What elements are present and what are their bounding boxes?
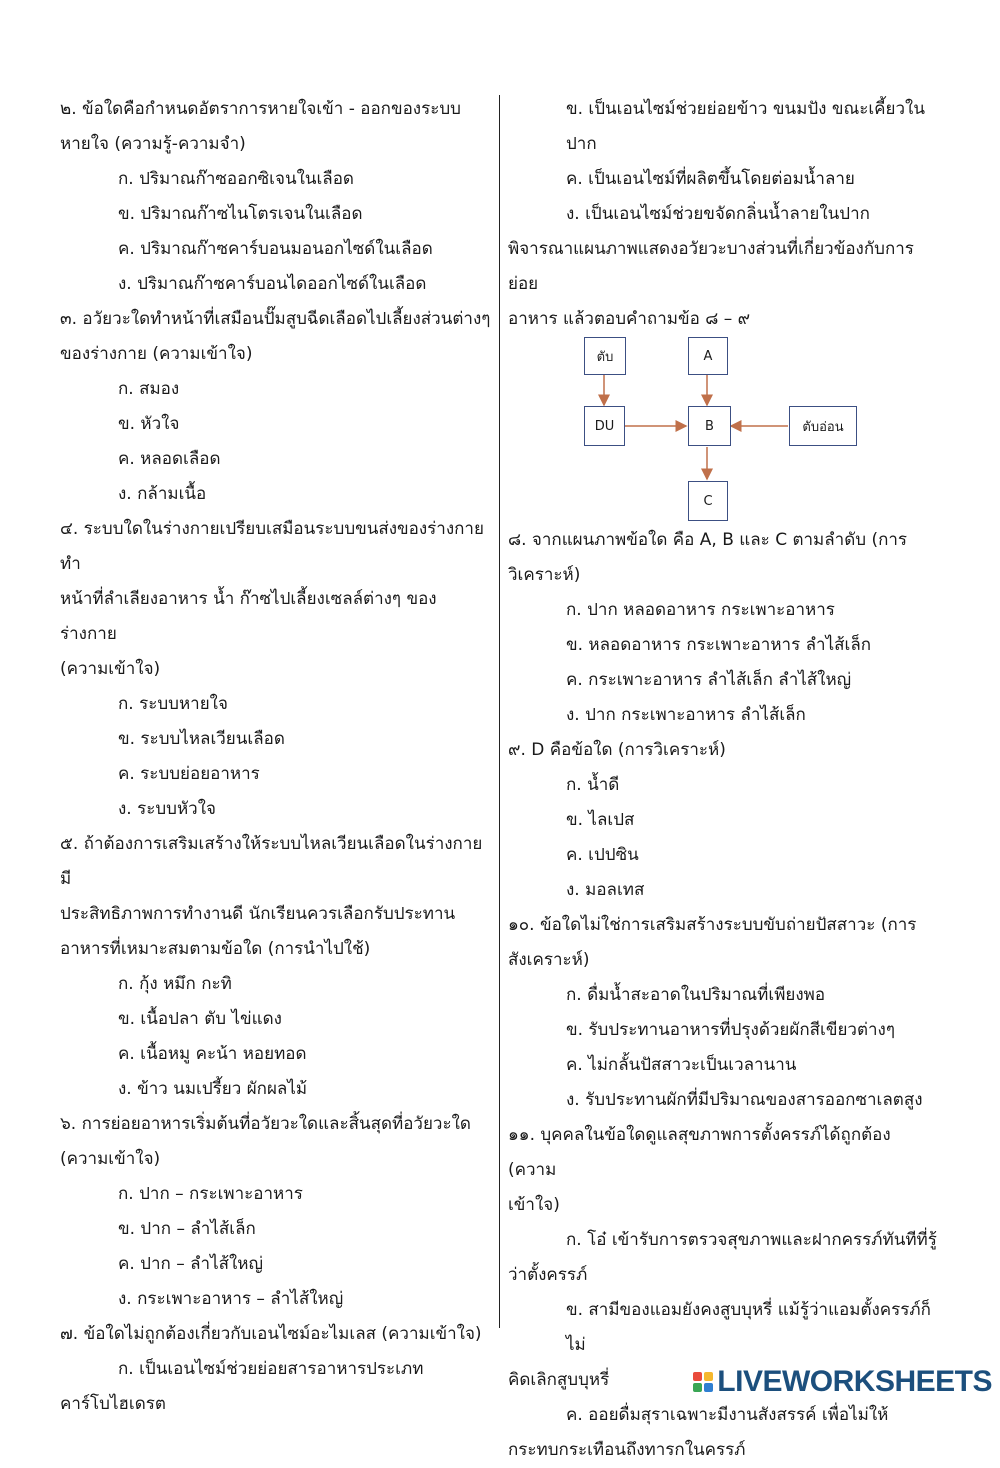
q8-option-b[interactable]: ข. หลอดอาหาร กระเพาะอาหาร ลำไส้เล็ก	[566, 635, 872, 655]
q4-option-d[interactable]: ง. ระบบหัวใจ	[118, 799, 216, 819]
q11-option-b[interactable]: ข. สามีของแอมยังคงสูบบุหรี่ แม้รู้ว่าแอมตั้งครรภ์ก็ไม่	[566, 1300, 931, 1355]
box-d: DU	[584, 406, 625, 446]
box-pancreas: ตับอ่อน	[789, 406, 857, 446]
q3-option-d[interactable]: ง. กล้ามเนื้อ	[118, 484, 207, 504]
q6-option-c[interactable]: ค. ปาก – ลำไส้ใหญ่	[118, 1254, 263, 1274]
box-c: C	[688, 481, 728, 521]
q2-option-c[interactable]: ค. ปริมาณก๊าซคาร์บอนมอนอกไซด์ในเลือด	[118, 239, 433, 259]
q2-option-b[interactable]: ข. ปริมาณก๊าซไนโตรเจนในเลือด	[118, 204, 363, 224]
question-6-line1: ๖. การย่อยอาหารเริ่มต้นที่อวัยวะใดและสิ้นสุดที่อวัยวะใด	[60, 1114, 471, 1134]
question-4-line3: (ความเข้าใจ)	[60, 659, 161, 679]
q2-option-d[interactable]: ง. ปริมาณก๊าซคาร์บอนไดออกไซด์ในเลือด	[118, 274, 427, 294]
question-4-line2: หน้าที่ลำเลียงอาหาร น้ำ ก๊าซไปเลี้ยงเซลล์ต่างๆ ของร่างกาย	[60, 589, 437, 644]
instruction-line2: อาหาร แล้วตอบคำถามข้อ ๘ – ๙	[508, 309, 751, 329]
question-11-line1: ๑๑. บุคคลในข้อใดดูแลสุขภาพการตั้งครรภ์ได้ถูกต้อง (ความ	[508, 1125, 891, 1180]
q9-option-a[interactable]: ก. น้ำดี	[566, 775, 620, 795]
q8-option-c[interactable]: ค. กระเพาะอาหาร ลำไส้เล็ก ลำไส้ใหญ่	[566, 670, 852, 690]
q10-option-a[interactable]: ก. ดื่มน้ำสะอาดในปริมาณที่เพียงพอ	[566, 985, 826, 1005]
logo-mark-icon	[693, 1372, 713, 1392]
q5-option-d[interactable]: ง. ข้าว นมเปรี้ยว ผักผลไม้	[118, 1079, 308, 1099]
left-column	[60, 92, 492, 1422]
q11-option-a[interactable]: ก. โอ๋ เข้ารับการตรวจสุขภาพและฝากครรภ์ทันทีที่รู้	[566, 1230, 937, 1250]
q6-option-b[interactable]: ข. ปาก – ลำไส้เล็ก	[118, 1219, 256, 1239]
right-column	[508, 92, 940, 1468]
q11-option-a-cont: ว่าตั้งครรภ์	[508, 1265, 588, 1285]
q7-option-d[interactable]: ง. เป็นเอนไซม์ช่วยขจัดกลิ่นน้ำลายในปาก	[566, 204, 870, 224]
box-a: A	[688, 337, 728, 375]
q9-option-c[interactable]: ค. เปปซิน	[566, 845, 639, 865]
q10-option-c[interactable]: ค. ไม่กลั้นปัสสาวะเป็นเวลานาน	[566, 1055, 797, 1075]
q10-option-b[interactable]: ข. รับประทานอาหารที่ปรุงด้วยผักสีเขียวต่างๆ	[566, 1020, 895, 1040]
q7-option-a-cont: คาร์โบไฮเดรต	[60, 1394, 166, 1414]
question-10-line2: สังเคราะห์)	[508, 950, 590, 970]
q4-option-c[interactable]: ค. ระบบย่อยอาหาร	[118, 764, 260, 784]
q11-option-b-cont: คิดเลิกสูบบุหรี่	[508, 1370, 610, 1390]
question-3-line2: ของร่างกาย (ความเข้าใจ)	[60, 344, 253, 364]
q6-option-d[interactable]: ง. กระเพาะอาหาร – ลำไส้ใหญ่	[118, 1289, 344, 1309]
question-2-line2: หายใจ (ความรู้-ความจำ)	[60, 134, 246, 154]
q7-option-b[interactable]: ข. เป็นเอนไซม์ช่วยย่อยข้าว ขนมปัง ขณะเคี้ยวในปาก	[566, 99, 925, 154]
q9-option-d[interactable]: ง. มอลเทส	[566, 880, 645, 900]
q7-option-a[interactable]: ก. เป็นเอนไซม์ช่วยย่อยสารอาหารประเภท	[118, 1359, 424, 1379]
q10-option-d[interactable]: ง. รับประทานผักที่มีปริมาณของสารออกซาเลตสูง	[566, 1090, 923, 1110]
question-5-line1: ๕. ถ้าต้องการเสริมเสร้างให้ระบบไหลเวียนเลือดในร่างกายมี	[60, 834, 483, 889]
q2-option-a[interactable]: ก. ปริมาณก๊าซออกซิเจนในเลือด	[118, 169, 354, 189]
question-6-line2: (ความเข้าใจ)	[60, 1149, 161, 1169]
question-5-line2: ประสิทธิภาพการทำงานดี นักเรียนควรเลือกรับประทาน	[60, 904, 456, 924]
question-8-line2: วิเคราะห์)	[508, 565, 581, 585]
question-11-line2: เข้าใจ)	[508, 1195, 560, 1215]
q8-option-a[interactable]: ก. ปาก หลอดอาหาร กระเพาะอาหาร	[566, 600, 835, 620]
logo-text: LIVEWORKSHEETS	[717, 1365, 992, 1398]
column-divider	[499, 95, 500, 1328]
q5-option-b[interactable]: ข. เนื้อปลา ตับ ไข่แดง	[118, 1009, 282, 1029]
digestive-diagram	[508, 337, 940, 523]
q9-option-b[interactable]: ข. ไลเปส	[566, 810, 635, 830]
liveworksheets-logo[interactable]	[693, 1365, 992, 1399]
q3-option-a[interactable]: ก. สมอง	[118, 379, 180, 399]
question-8-line1: ๘. จากแผนภาพข้อใด คือ A, B และ C ตามลำดับ (การ	[508, 530, 908, 550]
question-3-line1: ๓. อวัยวะใดทำหน้าที่เสมือนปั๊มสูบฉีดเลือดไปเลี้ยงส่วนต่างๆ	[60, 309, 491, 329]
box-liver: ตับ	[584, 337, 626, 375]
question-5-line3: อาหารที่เหมาะสมตามข้อใด (การนำไปใช้)	[60, 939, 371, 959]
question-9-line1: ๙. D คือข้อใด (การวิเคราะห์)	[508, 740, 726, 760]
question-4-line1: ๔. ระบบใดในร่างกายเปรียบเสมือนระบบขนส่งของร่างกายทำ	[60, 519, 484, 574]
q4-option-b[interactable]: ข. ระบบไหลเวียนเลือด	[118, 729, 285, 749]
q4-option-a[interactable]: ก. ระบบหายใจ	[118, 694, 228, 714]
question-2-line1: ๒. ข้อใดคือกำหนดอัตราการหายใจเข้า - ออกของระบบ	[60, 99, 461, 119]
box-b: B	[688, 406, 731, 446]
q6-option-a[interactable]: ก. ปาก – กระเพาะอาหาร	[118, 1184, 303, 1204]
q11-option-c-cont: กระทบกระเทือนถึงทารกในครรภ์	[508, 1440, 746, 1460]
q8-option-d[interactable]: ง. ปาก กระเพาะอาหาร ลำไส้เล็ก	[566, 705, 806, 725]
question-10-line1: ๑๐. ข้อใดไม่ใช่การเสริมสร้างระบบขับถ่ายปัสสาวะ (การ	[508, 915, 917, 935]
question-7-line1: ๗. ข้อใดไม่ถูกต้องเกี่ยวกับเอนไซม์อะไมเลส (ความเข้าใจ)	[60, 1324, 482, 1344]
q3-option-c[interactable]: ค. หลอดเลือด	[118, 449, 221, 469]
q3-option-b[interactable]: ข. หัวใจ	[118, 414, 180, 434]
q7-option-c[interactable]: ค. เป็นเอนไซม์ที่ผลิตขึ้นโดยต่อมน้ำลาย	[566, 169, 855, 189]
q5-option-c[interactable]: ค. เนื้อหมู คะน้า หอยทอด	[118, 1044, 307, 1064]
q11-option-c[interactable]: ค. ออยดื่มสุราเฉพาะมีงานสังสรรค์ เพื่อไม่ให้	[566, 1405, 889, 1425]
instruction-line1: พิจารณาแผนภาพแสดงอวัยวะบางส่วนที่เกี่ยวข้องกับการย่อย	[508, 239, 914, 294]
q5-option-a[interactable]: ก. กุ้ง หมึก กะทิ	[118, 974, 232, 994]
